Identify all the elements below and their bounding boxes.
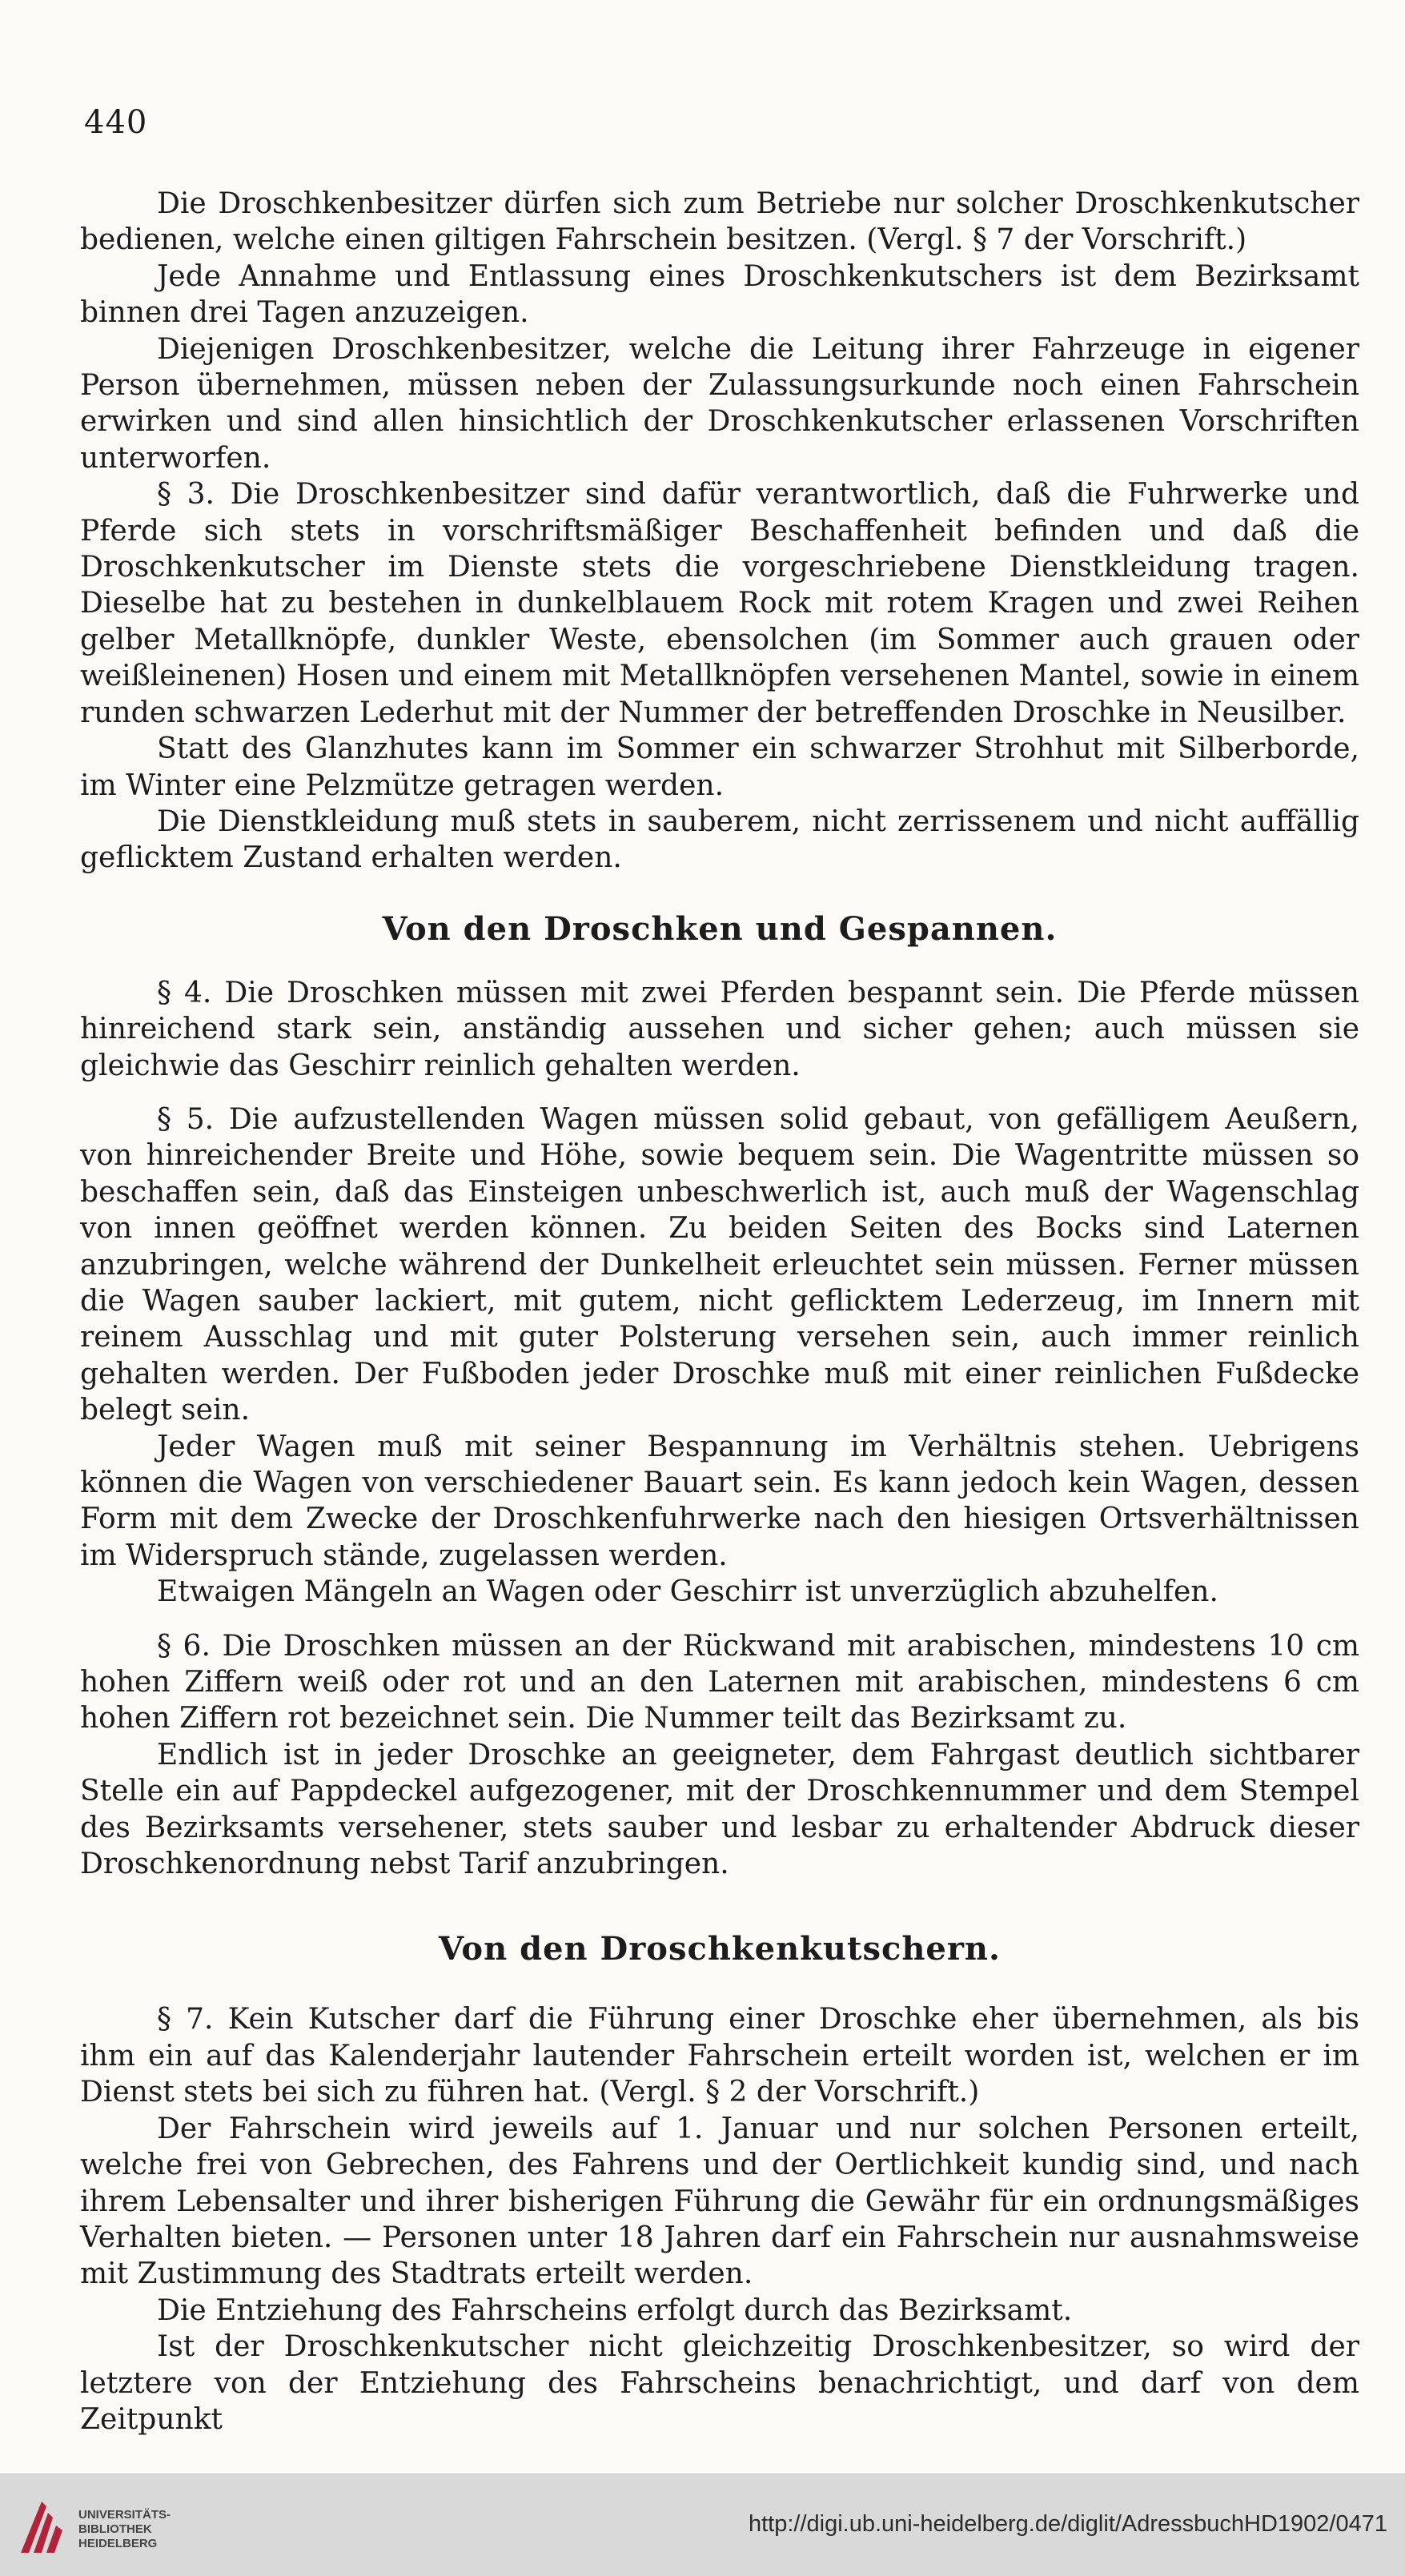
paragraph: Diejenigen Droschkenbesitzer, welche die Leitung ihrer Fahrzeuge in eigener Person übernehmen, müssen neben der Zulassungsurkunde noch einen Fahrschein erwirken und sind allen hinsichtlich der Droschkenkutscher erlassenen Vorschriften unterworfen. — [80, 332, 1359, 475]
paragraph: Jeder Wagen muß mit seiner Bespannung im Verhältnis stehen. Uebrigens können die Wagen von verschiedener Bauart sein. Es kann jedoch kein Wagen, dessen Form mit dem Zwecke der Droschkenfuhrwerke nach den hiesigen Ortsverhältnissen im Widerspruch stände, zugelassen werden. — [80, 1430, 1359, 1572]
paragraph: Die Dienstkleidung muß stets in sauberem, nicht zerrissenem und nicht auffällig geflicktem Zustand erhalten werden. — [80, 804, 1359, 875]
library-name-line: HEIDELBERG — [78, 2537, 158, 2550]
section-heading-kutscher: Von den Droschkenkutschern. — [439, 1930, 1001, 1968]
library-name-line: UNIVERSITÄTS- — [78, 2508, 171, 2522]
paragraph: Die Entziehung des Fahrscheins erfolgt durch das Bezirksamt. — [157, 2293, 1073, 2327]
source-url-link[interactable]: http://digi.ub.uni-heidelberg.de/diglit/AdressbuchHD1902/0471 — [748, 2511, 1387, 2537]
paragraph: Endlich ist in jeder Droschke an geeigneter, dem Fahrgast deutlich sichtbarer Stelle ein auf Pappdeckel aufgezogener, mit der Droschkennummer und dem Stempel des Bezirksamts versehener, stets sauber und lesbar zu erhaltender Abdruck dieser Droschkenordnung nebst Tarif anzubringen. — [80, 1738, 1359, 1881]
paragraph: Etwaigen Mängeln an Wagen oder Geschirr ist unverzüglich abzuhelfen. — [157, 1575, 1218, 1609]
library-name — [78, 2508, 171, 2551]
paragraph-section-7: § 7. Kein Kutscher darf die Führung einer Droschke eher übernehmen, als bis ihm ein auf das Kalenderjahr lautender Fahrschein erteilt worden ist, welchen er im Dienst stets bei sich zu führen hat. (Vergl. § 2 der Vorschrift.) — [80, 2003, 1359, 2109]
section-heading-droschken: Von den Droschken und Gespannen. — [382, 909, 1058, 948]
library-name-line: BIBLIOTHEK — [78, 2522, 152, 2536]
paragraph-section-6: § 6. Die Droschken müssen an der Rückwand mit arabischen, mindestens 10 cm hohen Ziffern weiß oder rot und an den Laternen mit arabischen, mindestens 6 cm hohen Ziffern rot bezeichnet sein. Die Nummer teilt das Bezirksamt zu. — [80, 1629, 1359, 1735]
paragraph: Die Droschkenbesitzer dürfen sich zum Betriebe nur solcher Droschkenkutscher bedienen, welche einen giltigen Fahrschein besitzen. (Vergl. § 7 der Vorschrift.) — [80, 187, 1359, 257]
paragraph-section-5: § 5. Die aufzustellenden Wagen müssen solid gebaut, von gefälligem Aeußern, von hinreichender Breite und Höhe, sowie bequem sein. Die Wagentritte müssen so beschaffen sein, daß das Einsteigen unbeschwerlich ist, auch muß der Wagenschlag von innen geöffnet werden können. Zu beiden Seiten des Bocks sind Laternen anzubringen, welche während der Dunkelheit erleuchtet sein müssen. Ferner müssen die Wagen sauber lackiert, mit gutem, nicht geflicktem Lederzeug, im Innern mit reinem Ausschlag und mit guter Polsterung versehen sein, auch immer reinlich gehalten werden. Der Fußboden jeder Droschke muß mit einer reinlichen Fußdecke belegt sein. — [80, 1102, 1359, 1427]
paragraph: Der Fahrschein wird jeweils auf 1. Januar und nur solchen Personen erteilt, welche frei von Gebrechen, des Fahrens und der Oertlichkeit kundig sind, und nach ihrem Lebensalter und ihrer bisherigen Führung die Gewähr für ein ordnungsmäßiges Verhalten bieten. — Personen unter 18 Jahren darf ein Fahrschein nur ausnahmsweise mit Zustimmung des Stadtrats erteilt werden. — [80, 2112, 1359, 2291]
paragraph: Ist der Droschkenkutscher nicht gleichzeitig Droschkenbesitzer, so wird der letztere von der Entziehung des Fahrscheins benachrichtigt, und darf von dem Zeitpunkt — [80, 2330, 1359, 2436]
viewer-footer — [0, 2474, 1405, 2576]
university-library-logo-icon — [18, 2497, 67, 2558]
paragraph-section-4: § 4. Die Droschken müssen mit zwei Pferden bespannt sein. Die Pferde müssen hinreichend stark sein, anständig aussehen und sicher gehen; auch müssen sie gleichwie das Geschirr reinlich gehalten werden. — [80, 976, 1359, 1082]
page-number: 440 — [84, 104, 148, 141]
paragraph-section-3: § 3. Die Droschkenbesitzer sind dafür verantwortlich, daß die Fuhrwerke und Pferde sich stets in vorschriftsmäßiger Beschaffenheit befinden und daß die Droschkenkutscher im Dienste stets die vorgeschriebene Dienstkleidung tragen. Dieselbe hat zu bestehen in dunkelblauem Rock mit rotem Kragen und zwei Reihen gelber Metallknöpfe, dunkler Weste, ebensolchen (im Sommer auch grauen oder weißleinenen) Hosen und einem mit Metallknöpfen versehenen Mantel, sowie in einem runden schwarzen Lederhut mit der Nummer der betreffenden Droschke in Neusilber. — [80, 478, 1359, 729]
page-text — [80, 186, 1359, 2438]
paragraph: Statt des Glanzhutes kann im Sommer ein schwarzer Strohhut mit Silberborde, im Winter eine Pelzmütze getragen werden. — [80, 732, 1359, 802]
paragraph: Jede Annahme und Entlassung eines Droschkenkutschers ist dem Bezirksamt binnen drei Tagen anzuzeigen. — [80, 259, 1359, 330]
